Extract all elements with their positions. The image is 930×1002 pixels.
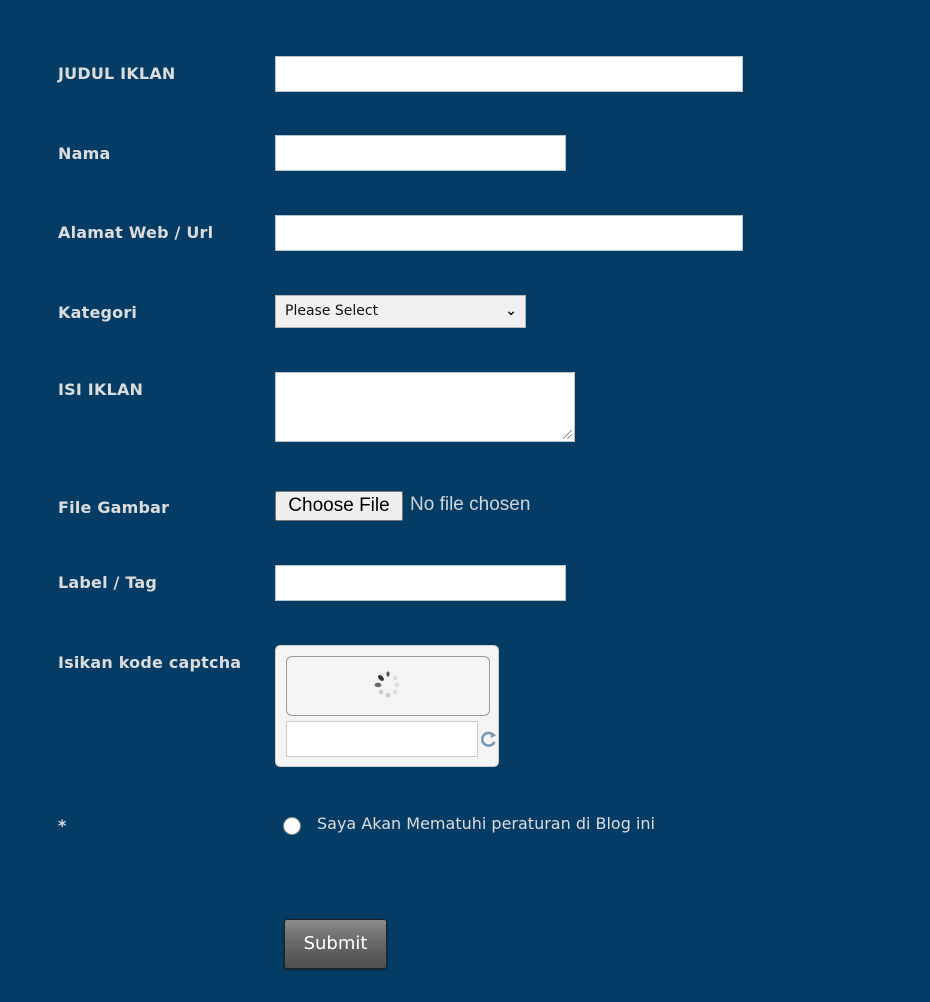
url-label: Alamat Web / Url <box>58 223 214 242</box>
file-gambar-label: File Gambar <box>58 498 170 517</box>
kategori-label: Kategori <box>58 303 138 322</box>
label-tag-input[interactable] <box>275 565 566 601</box>
choose-file-button[interactable]: Choose File <box>275 491 403 521</box>
loading-spinner-icon <box>371 668 407 704</box>
captcha-label: Isikan kode captcha <box>58 653 242 672</box>
judul-iklan-label: JUDUL IKLAN <box>58 64 176 83</box>
isi-iklan-label: ISI IKLAN <box>58 380 144 399</box>
captcha-input[interactable] <box>286 721 478 757</box>
judul-iklan-input[interactable] <box>275 56 743 92</box>
agree-radio[interactable] <box>283 817 301 835</box>
label-tag-label: Label / Tag <box>58 573 158 592</box>
file-status: No file chosen <box>410 494 531 515</box>
nama-label: Nama <box>58 144 111 163</box>
submit-button[interactable]: Submit <box>284 919 387 969</box>
kategori-selected-value: Please Select <box>285 303 379 319</box>
required-asterisk: * <box>58 816 67 835</box>
chevron-down-icon: ⌄ <box>505 303 517 319</box>
isi-iklan-textarea[interactable] <box>275 372 575 442</box>
resize-handle-icon[interactable] <box>563 430 572 439</box>
url-input[interactable] <box>275 215 743 251</box>
captcha-widget <box>275 645 499 767</box>
agree-text: Saya Akan Mematuhi peraturan di Blog ini <box>317 814 655 833</box>
captcha-image <box>286 656 490 716</box>
kategori-select[interactable] <box>275 295 526 328</box>
nama-input[interactable] <box>275 135 566 171</box>
refresh-captcha-icon[interactable] <box>480 730 498 748</box>
